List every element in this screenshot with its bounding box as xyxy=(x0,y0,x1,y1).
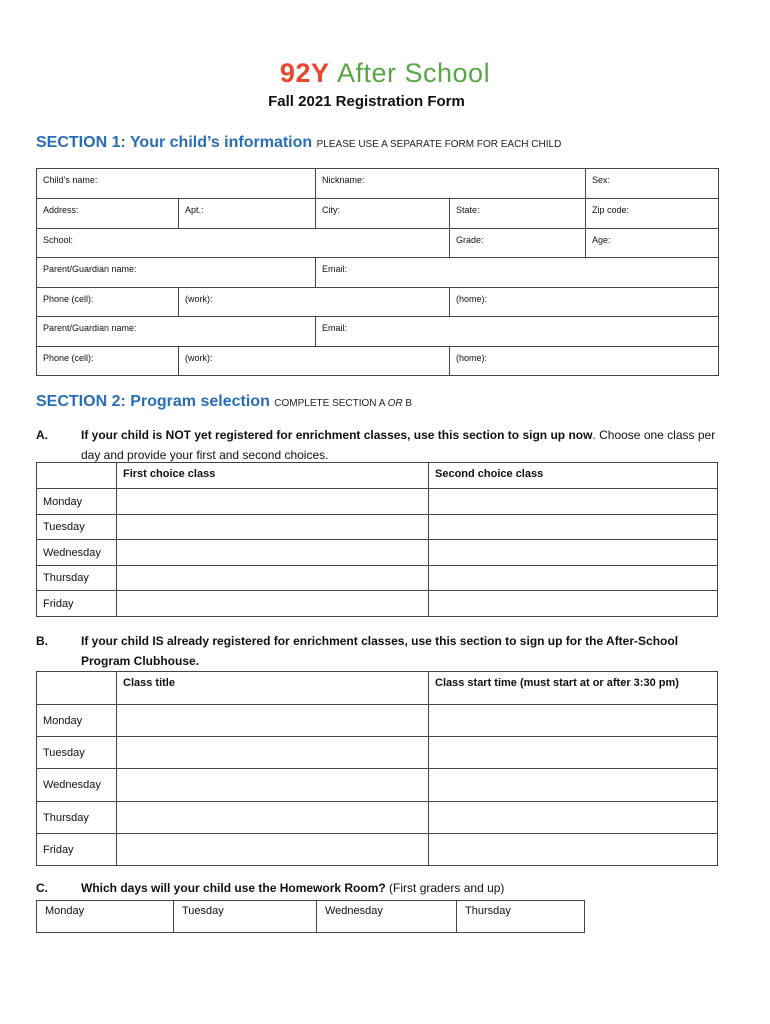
homework-day-thursday[interactable]: Thursday xyxy=(457,901,585,933)
part-b-start-time-tuesday[interactable] xyxy=(429,737,718,769)
parent1-email-field[interactable] xyxy=(316,258,719,288)
part-b-class-title-friday[interactable] xyxy=(117,834,429,866)
parent2-email-label: Email: xyxy=(322,323,348,333)
age-field[interactable] xyxy=(586,229,719,258)
logo xyxy=(0,58,770,89)
part-b-day: Monday xyxy=(37,705,117,737)
part-b-instructions: If your child IS already registered for enrichment classes, use this section to sign up for the After-School Program Clubhouse. xyxy=(81,634,679,668)
parent1-cell-label: Phone (cell): xyxy=(43,294,94,304)
homework-day-monday[interactable]: Monday xyxy=(37,901,174,933)
part-a-day: Tuesday xyxy=(37,515,117,540)
part-a-col2-header: Second choice class xyxy=(429,463,718,489)
part-b-table xyxy=(36,671,718,866)
part-b-start-time-thursday[interactable] xyxy=(429,802,718,834)
part-b-class-title-monday[interactable] xyxy=(117,705,429,737)
part-a-col1-header: First choice class xyxy=(117,463,429,489)
child-info-table xyxy=(36,168,719,376)
part-a-first-choice-monday[interactable] xyxy=(117,489,429,515)
city-field[interactable] xyxy=(316,199,450,229)
section2-note: COMPLETE SECTION A OR B xyxy=(274,398,413,409)
section2-title: SECTION 2: Program selection xyxy=(36,393,270,410)
part-b-day: Friday xyxy=(37,834,117,866)
city-label: City: xyxy=(322,205,340,215)
part-a-day: Thursday xyxy=(37,566,117,591)
section2-heading xyxy=(36,393,412,411)
section1-title: SECTION 1: Your child’s information xyxy=(36,134,313,151)
child-name-field[interactable] xyxy=(37,169,316,199)
parent2-cell-field[interactable] xyxy=(37,347,179,376)
part-a-second-choice-thursday[interactable] xyxy=(429,566,718,591)
parent1-name-field[interactable] xyxy=(37,258,316,288)
part-a-day: Wednesday xyxy=(37,540,117,566)
part-b-day: Thursday xyxy=(37,802,117,834)
part-b-class-title-wednesday[interactable] xyxy=(117,769,429,802)
part-a-second-choice-friday[interactable] xyxy=(429,591,718,617)
section1-heading xyxy=(36,134,561,152)
part-a-instructions: If your child is NOT yet registered for enrichment classes, use this section to sign up now. Choose one class per day and provide your first and second choices. xyxy=(81,428,716,462)
grade-label: Grade: xyxy=(456,235,484,245)
part-a-first-choice-tuesday[interactable] xyxy=(117,515,429,540)
part-c-instructions: Which days will your child use the Homework Room? (First graders and up) xyxy=(81,881,505,895)
parent2-name-field[interactable] xyxy=(37,317,316,347)
logo-text: After School xyxy=(337,58,491,88)
part-b-class-title-tuesday[interactable] xyxy=(117,737,429,769)
part-b-col2-header: Class start time (must start at or after 3:30 pm) xyxy=(429,672,718,705)
parent1-work-label: (work): xyxy=(185,294,213,304)
part-b-start-time-friday[interactable] xyxy=(429,834,718,866)
part-a-day: Friday xyxy=(37,591,117,617)
parent1-name-label: Parent/Guardian name: xyxy=(43,264,137,274)
parent1-home-label: (home): xyxy=(456,294,488,304)
sex-label: Sex: xyxy=(592,175,611,185)
parent2-work-field[interactable] xyxy=(179,347,450,376)
apt-label: Apt.: xyxy=(185,205,204,215)
parent2-home-label: (home): xyxy=(456,353,488,363)
part-a-label: A. xyxy=(36,428,48,442)
parent1-work-field[interactable] xyxy=(179,288,450,317)
parent2-cell-label: Phone (cell): xyxy=(43,353,94,363)
parent1-home-field[interactable] xyxy=(450,288,719,317)
address-field[interactable] xyxy=(37,199,179,229)
zip-field[interactable] xyxy=(586,199,719,229)
part-b-col1-header: Class title xyxy=(117,672,429,705)
logo-number: 92Y xyxy=(279,58,329,88)
part-a-second-choice-tuesday[interactable] xyxy=(429,515,718,540)
part-a-first-choice-thursday[interactable] xyxy=(117,566,429,591)
form-title: Fall 2021 Registration Form xyxy=(268,93,465,110)
part-b-start-time-monday[interactable] xyxy=(429,705,718,737)
parent1-email-label: Email: xyxy=(322,264,348,274)
part-c-label: C. xyxy=(36,881,48,895)
sex-field[interactable] xyxy=(586,169,719,199)
parent2-name-label: Parent/Guardian name: xyxy=(43,323,137,333)
parent2-email-field[interactable] xyxy=(316,317,719,347)
homework-day-tuesday[interactable]: Tuesday xyxy=(174,901,317,933)
parent2-work-label: (work): xyxy=(185,353,213,363)
part-a-second-choice-monday[interactable] xyxy=(429,489,718,515)
part-b-day: Tuesday xyxy=(37,737,117,769)
part-c-table xyxy=(36,900,585,933)
age-label: Age: xyxy=(592,235,611,245)
part-b-corner xyxy=(37,672,117,705)
part-a-second-choice-wednesday[interactable] xyxy=(429,540,718,566)
part-b-label: B. xyxy=(36,634,48,648)
parent2-home-field[interactable] xyxy=(450,347,719,376)
grade-field[interactable] xyxy=(450,229,586,258)
state-field[interactable] xyxy=(450,199,586,229)
school-field[interactable] xyxy=(37,229,450,258)
part-a-table xyxy=(36,462,718,617)
section1-note: PLEASE USE A SEPARATE FORM FOR EACH CHILD xyxy=(316,139,562,150)
part-a-day: Monday xyxy=(37,489,117,515)
homework-day-wednesday[interactable]: Wednesday xyxy=(317,901,457,933)
child-name-label: Child’s name: xyxy=(43,175,98,185)
part-b-start-time-wednesday[interactable] xyxy=(429,769,718,802)
part-b-class-title-thursday[interactable] xyxy=(117,802,429,834)
apt-field[interactable] xyxy=(179,199,316,229)
school-label: School: xyxy=(43,235,74,245)
nickname-label: Nickname: xyxy=(322,175,365,185)
part-a-corner xyxy=(37,463,117,489)
part-a-first-choice-wednesday[interactable] xyxy=(117,540,429,566)
address-label: Address: xyxy=(43,205,79,215)
parent1-cell-field[interactable] xyxy=(37,288,179,317)
part-a-first-choice-friday[interactable] xyxy=(117,591,429,617)
state-label: State: xyxy=(456,205,480,215)
zip-label: Zip code: xyxy=(592,205,630,215)
part-b-day: Wednesday xyxy=(37,769,117,802)
nickname-field[interactable] xyxy=(316,169,586,199)
